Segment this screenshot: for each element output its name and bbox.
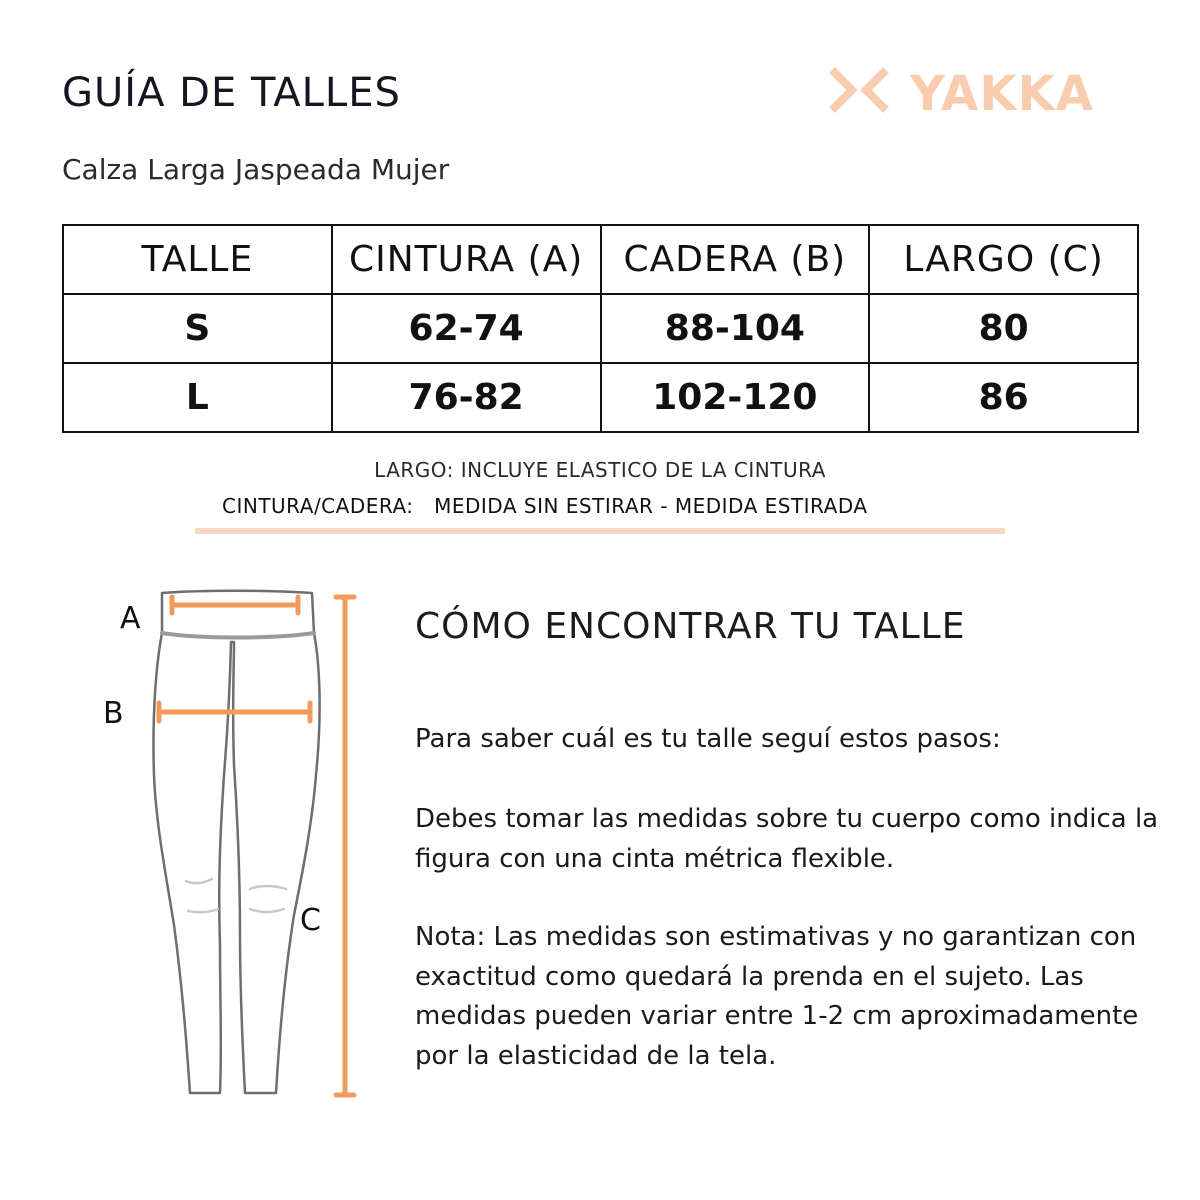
- waistband-line: [162, 633, 314, 638]
- length-note: LARGO: INCLUYE ELASTICO DE LA CINTURA: [374, 458, 826, 482]
- label-c: C: [300, 903, 321, 938]
- product-name: Calza Larga Jaspeada Mujer: [62, 153, 450, 186]
- howto-title: CÓMO ENCONTRAR TU TALLE: [415, 606, 966, 647]
- waist-cell: 76-82: [332, 363, 601, 432]
- label-a: A: [120, 601, 141, 636]
- hip-cell: 88-104: [601, 294, 870, 363]
- brand-wordmark: YAKKA: [910, 66, 1094, 116]
- size-cell: L: [63, 363, 332, 432]
- brand-logo: [826, 64, 1126, 116]
- howto-paragraph-note: Nota: Las medidas son estimativas y no garantizan con exactitud como quedará la prenda en el sujeto. Las medidas pueden variar entre 1-2 cm aproximadamente por la elasticidad de la tela.: [415, 922, 1139, 1071]
- size-table: [62, 224, 1139, 433]
- length-cell: 80: [869, 294, 1138, 363]
- page-title: GUÍA DE TALLES: [62, 70, 401, 116]
- waist-cell: 62-74: [332, 294, 601, 363]
- knee-line: [186, 879, 212, 883]
- hip-cell: 102-120: [601, 363, 870, 432]
- column-header-talle: TALLE: [63, 225, 332, 294]
- size-cell: S: [63, 294, 332, 363]
- label-b: B: [103, 696, 124, 731]
- column-header-largo: LARGO (C): [869, 225, 1138, 294]
- divider: [195, 528, 1005, 534]
- logo-chevron-left: [832, 70, 852, 110]
- leggings-diagram: [90, 585, 380, 1110]
- table-row: [63, 294, 1138, 363]
- column-header-cintura: CINTURA (A): [332, 225, 601, 294]
- knee-line: [250, 886, 286, 889]
- length-cell: 86: [869, 363, 1138, 432]
- leggings-outline: [153, 591, 319, 1093]
- column-header-cadera: CADERA (B): [601, 225, 870, 294]
- table-header-row: [63, 225, 1138, 294]
- table-row: [63, 363, 1138, 432]
- howto-paragraph-measure: Debes tomar las medidas sobre tu cuerpo como indica la figura con una cinta métrica flexible.: [415, 804, 1159, 874]
- knee-line: [250, 909, 284, 912]
- logo-chevron-right: [866, 70, 886, 110]
- waist-hip-note: CINTURA/CADERA: MEDIDA SIN ESTIRAR - MEDIDA ESTIRADA: [222, 494, 868, 518]
- knee-line: [188, 909, 218, 912]
- howto-paragraph-intro: Para saber cuál es tu talle seguí estos pasos:: [415, 724, 1001, 754]
